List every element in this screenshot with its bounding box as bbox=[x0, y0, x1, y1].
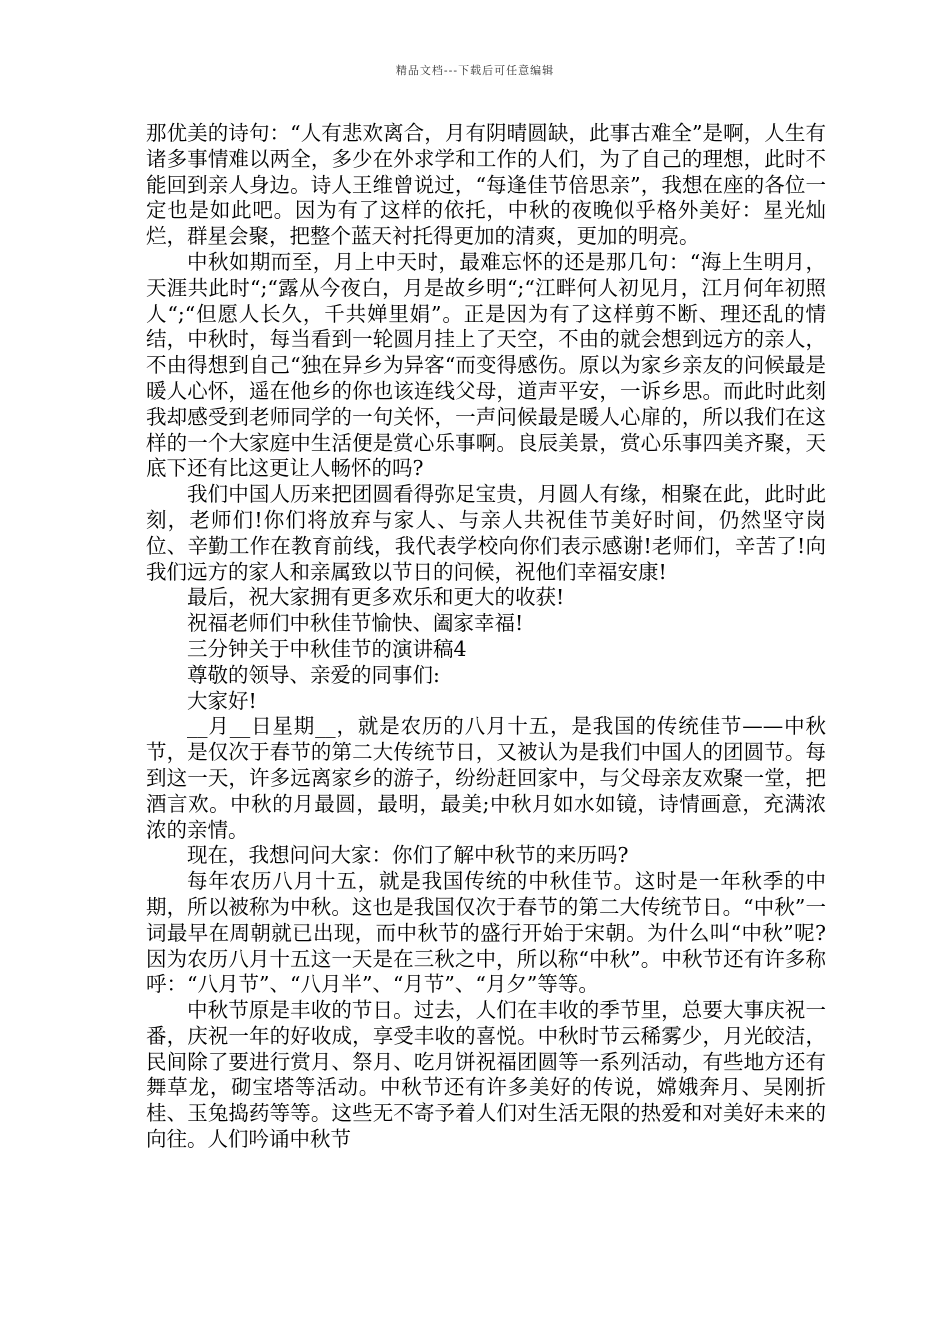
section-title: 三分钟关于中秋佳节的演讲稿4 bbox=[187, 636, 467, 661]
greeting: 大家好! bbox=[187, 688, 257, 713]
document-body bbox=[146, 121, 826, 1153]
paragraph-2: 中秋如期而至，月上中天时，最难忘怀的还是那几句：“海上生明月，天涯共此时“;“露从今夜白，月是故乡明“;“江畔何人初见月，江月何年初照人“;“但愿人长久，千共婵里娟”。正是因为有了这样剪不断、理还乱的情结，中秋时，每当看到一轮圆月挂上了天空，不由的就会想到远方的亲人，不由得想到自己“独在异乡为异客“而变得感伤。原以为家乡亲友的问候最是暖人心怀，遥在他乡的你也该连线父母，道声平安，一诉乡思。而此时此刻我却感受到老师同学的一句关怀，一声问候最是暖人心扉的，所以我们在这样的一个大家庭中生活便是赏心乐事啊。良辰美景，赏心乐事四美齐聚，天底下还有比这更让人畅怀的吗? bbox=[146, 249, 826, 481]
paragraph-3: 我们中国人历来把团圆看得弥足宝贵，月圆人有缘，相聚在此，此时此刻，老师们!你们将放弃与家人、与亲人共祝佳节美好时间，仍然坚守岗位、辛勤工作在教育前线，我代表学校向你们表示感谢!老师们，辛苦了!向我们远方的家人和亲属致以节日的问候，祝他们幸福安康! bbox=[146, 482, 826, 584]
paragraph-5: 祝福老师们中秋佳节愉快、阖家幸福! bbox=[187, 611, 524, 636]
paragraph-1: 那优美的诗句：“人有悲欢离合，月有阴晴圆缺，此事古难全”是啊，人生有诸多事情难以两全，多少在外求学和工作的人们，为了自己的理想，此时不能回到亲人身边。诗人王维曾说过，“每逢佳节倍思亲”，我想在座的各位一定也是如此吧。因为有了这样的依托，中秋的夜晚似乎格外美好：星光灿烂，群星会聚，把整个蓝天衬托得更加的清爽，更加的明亮。 bbox=[146, 121, 826, 249]
paragraph-10: 现在，我想问问大家：你们了解中秋节的来历吗? bbox=[187, 843, 629, 868]
page-header: 精品文档---下载后可任意编辑 bbox=[395, 64, 555, 77]
paragraph-11: 每年农历八月十五，就是我国传统的中秋佳节。这时是一年秋季的中期，所以被称为中秋。这也是我国仅次于春节的第二大传统节日。“中秋”一词最早在周朝就已出现，而中秋节的盛行开始于宋朝。为什么叫“中秋”呢?因为农历八月十五这一天是在三秋之中，所以称“中秋”。中秋节还有许多称呼：“八月节”、“八月半”、“月节”、“月夕”等等。 bbox=[146, 869, 826, 997]
paragraph-4: 最后，祝大家拥有更多欢乐和更大的收获! bbox=[187, 585, 565, 610]
paragraph-12: 中秋节原是丰收的节日。过去，人们在丰收的季节里，总要大事庆祝一番，庆祝一年的好收成，享受丰收的喜悦。中秋时节云稀雾少，月光皎洁，民间除了要进行赏月、祭月、吃月饼祝福团圆等一系列活动，有些地方还有舞草龙，砌宝塔等活动。中秋节还有许多美好的传说，嫦娥奔月、吴刚折桂、玉兔捣药等等。这些无不寄予着人们对生活无限的热爱和对美好未来的向往。人们吟诵中秋节 bbox=[146, 998, 826, 1152]
salutation: 尊敬的领导、亲爱的同事们: bbox=[187, 662, 440, 687]
paragraph-9: __月__日星期__，就是农历的八月十五，是我国的传统佳节——中秋节，是仅次于春节的第二大传统节日，又被认为是我们中国人的团圆节。每到这一天，许多远离家乡的游子，纷纷赶回家中，与父母亲友欢聚一堂，把酒言欢。中秋的月最圆，最明，最美;中秋月如水如镜，诗情画意，充满浓浓的亲情。 bbox=[146, 714, 826, 842]
